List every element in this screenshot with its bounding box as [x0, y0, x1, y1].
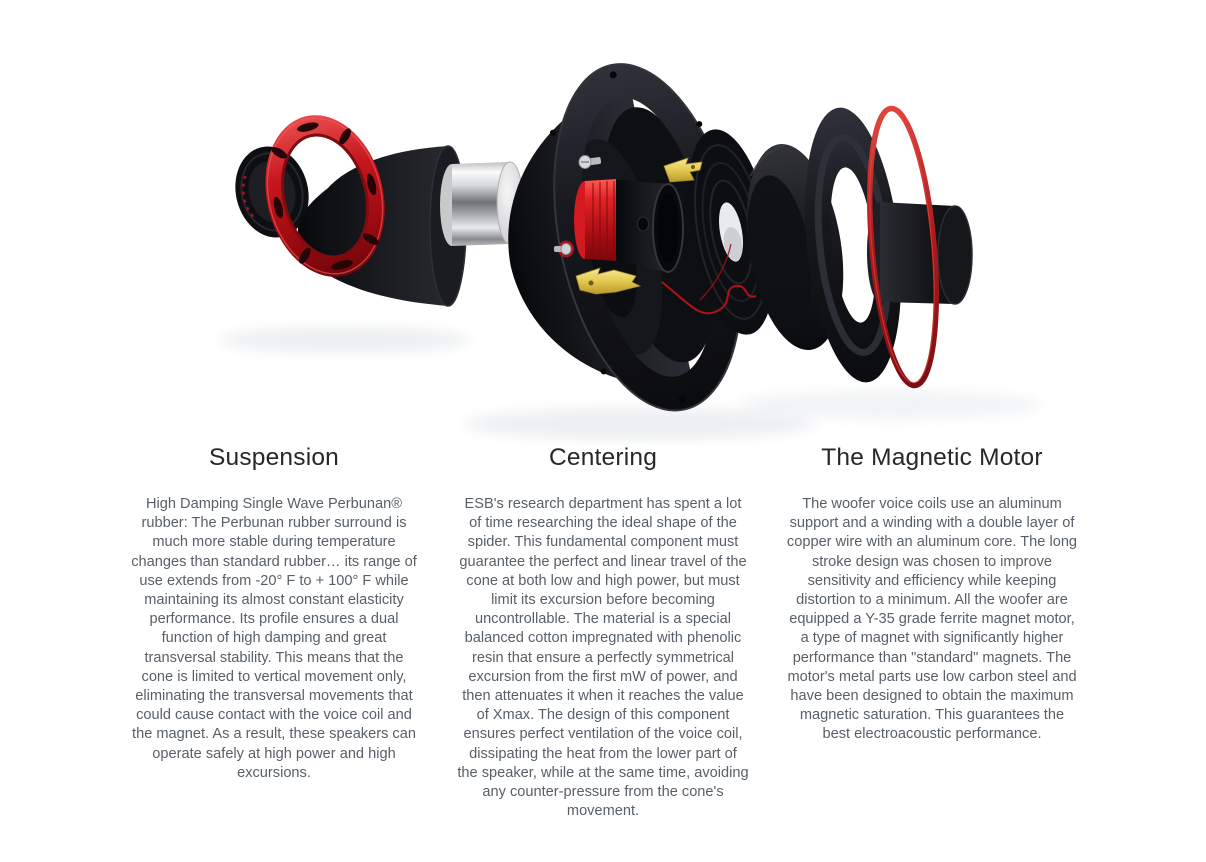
feature-magnetic-motor	[786, 444, 1078, 821]
feature-body-magnetic-motor: The woofer voice coils use an aluminum support and a winding with a double layer of copper wire with an aluminum core. The long stroke design was chosen to improve sensitivity and efficiency while keeping distortion to a minimum. All the woofer are equipped a Y-35 grade ferrite magnet motor, a type of magnet with significantly higher performance than "standard" magnets. The motor's metal parts use low carbon steel and have been designed to obtain the maximum magnetic saturation. This guarantees the best electroacoustic performance.	[786, 496, 1078, 743]
motor-cap-cylinder	[867, 202, 972, 304]
feature-title-magnetic-motor: The Magnetic Motor	[821, 444, 1043, 471]
feature-title-centering: Centering	[548, 444, 658, 471]
feature-title-suspension: Suspension	[208, 444, 340, 471]
feature-body-centering: ESB's research department has spent a lot of time researching the ideal shape of the spider. This fundamental component must guarantee the perfect and linear travel of the cone at both low and high power, but must limit its excursion before becoming uncontrollable. The material is a special balanced cotton impregnated with phenolic resin that ensure a perfectly symmetrical excursion from the first mW of power, and then attenuates it when it reaches the value of Xmax. The design of this component ensures perfect ventilation of the voice coil, dissipating the heat from the lower part of the speaker, while at the same time, avoiding any counter-pressure from the cone's movement.	[457, 496, 749, 820]
feature-columns	[0, 444, 1206, 821]
feature-body-suspension: High Damping Single Wave Perbunan® rubber: The Perbunan rubber surround is much more stable during temperature changes than standard rubber… its range of use extends from -20° F to + 100° F while maintaining its almost constant elasticity performance. Its profile ensures a dual function of high damping and great transversal stability. This means that the cone is limited to vertical movement only, eliminating the transversal movements that could cause contact with the voice coil and the magnet. As a result, these speakers can operate safely at high power and high excursions.	[131, 496, 417, 781]
feature-centering	[457, 444, 749, 821]
voice-coil	[574, 179, 683, 272]
feature-suspension	[128, 444, 420, 821]
